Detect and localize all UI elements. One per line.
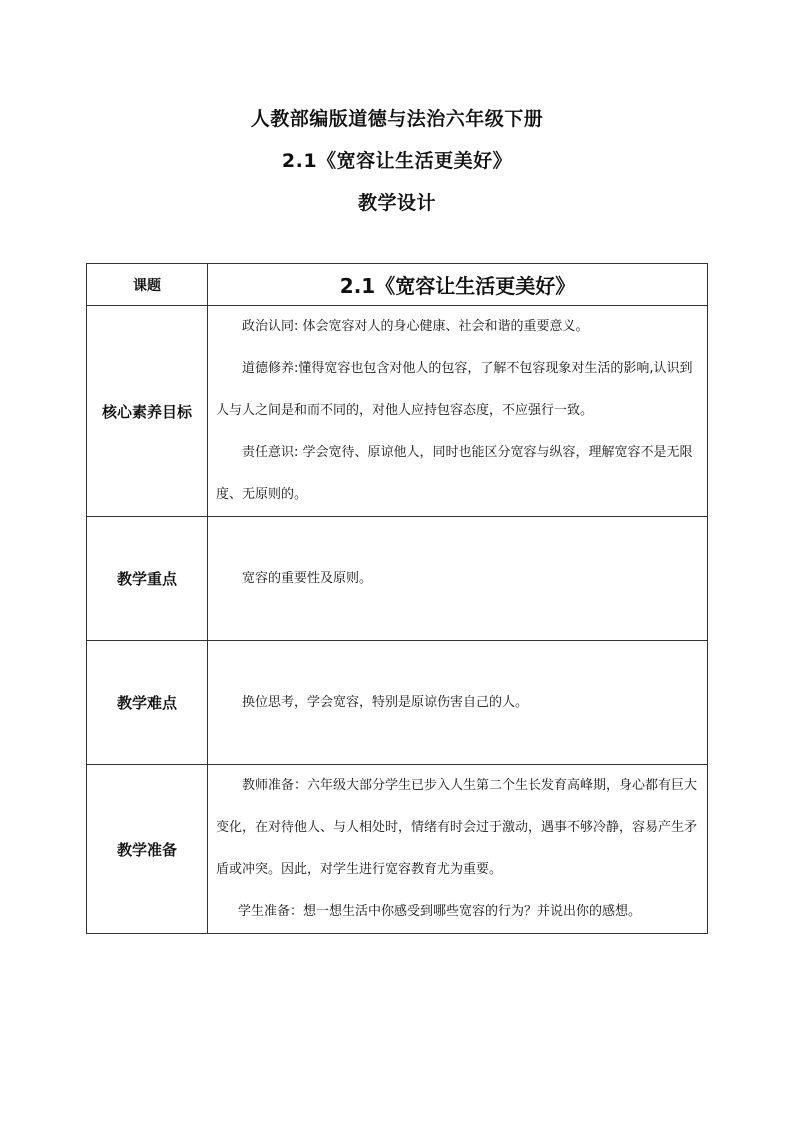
goals-label: 核心素养目标 xyxy=(87,306,208,517)
difficult-point-text: 换位思考，学会宽容，特别是原谅伤害自己的人。 xyxy=(242,694,529,710)
topic-value: 2.1《宽容让生活更美好》 xyxy=(208,264,708,306)
student-preparation: 学生准备：想一想生活中你感受到哪些宽容的行为？并说出你的感想。 xyxy=(238,904,642,919)
goals-content xyxy=(208,306,708,517)
lesson-title: 2.1《宽容让生活更美好》 xyxy=(281,150,513,172)
key-point-row xyxy=(87,517,708,641)
lesson-plan-table xyxy=(86,263,708,934)
topic-row xyxy=(87,264,708,306)
goal-political-identity: 政治认同: 体会宽容对人的身心健康、社会和谐的重要意义。 xyxy=(242,319,589,334)
difficult-point-label: 教学难点 xyxy=(87,641,208,765)
course-title: 人教部编版道德与法治六年级下册 xyxy=(250,108,544,130)
key-point-label: 教学重点 xyxy=(87,517,208,641)
key-point-content xyxy=(208,517,708,641)
difficult-point-content xyxy=(208,641,708,765)
goal-responsibility: 责任意识: 学会宽待、原谅他人，同时也能区分宽容与纵容，理解宽容不是无限度、无原则的。 xyxy=(216,445,693,502)
key-point-text: 宽容的重要性及原则。 xyxy=(242,570,373,586)
goal-moral-cultivation: 道德修养:懂得宽容也包含对他人的包容，了解不包容现象对生活的影响,认识到人与人之间是和而不同的，对他人应持包容态度，不应强行一致。 xyxy=(216,361,693,418)
preparation-row xyxy=(87,765,708,934)
document-type-title: 教学设计 xyxy=(357,192,436,214)
topic-label: 课题 xyxy=(87,264,208,306)
difficult-point-row xyxy=(87,641,708,765)
goals-row xyxy=(87,306,708,517)
teacher-preparation: 教师准备：六年级大部分学生已步入人生第二个生长发育高峰期，身心都有巨大变化，在对待他人、与人相处时，情绪有时会过于激动，遇事不够冷静，容易产生矛盾或冲突。因此，对学生进行宽容教育尤为重要。 xyxy=(216,778,698,877)
preparation-content xyxy=(208,765,708,934)
preparation-label: 教学准备 xyxy=(87,765,208,934)
